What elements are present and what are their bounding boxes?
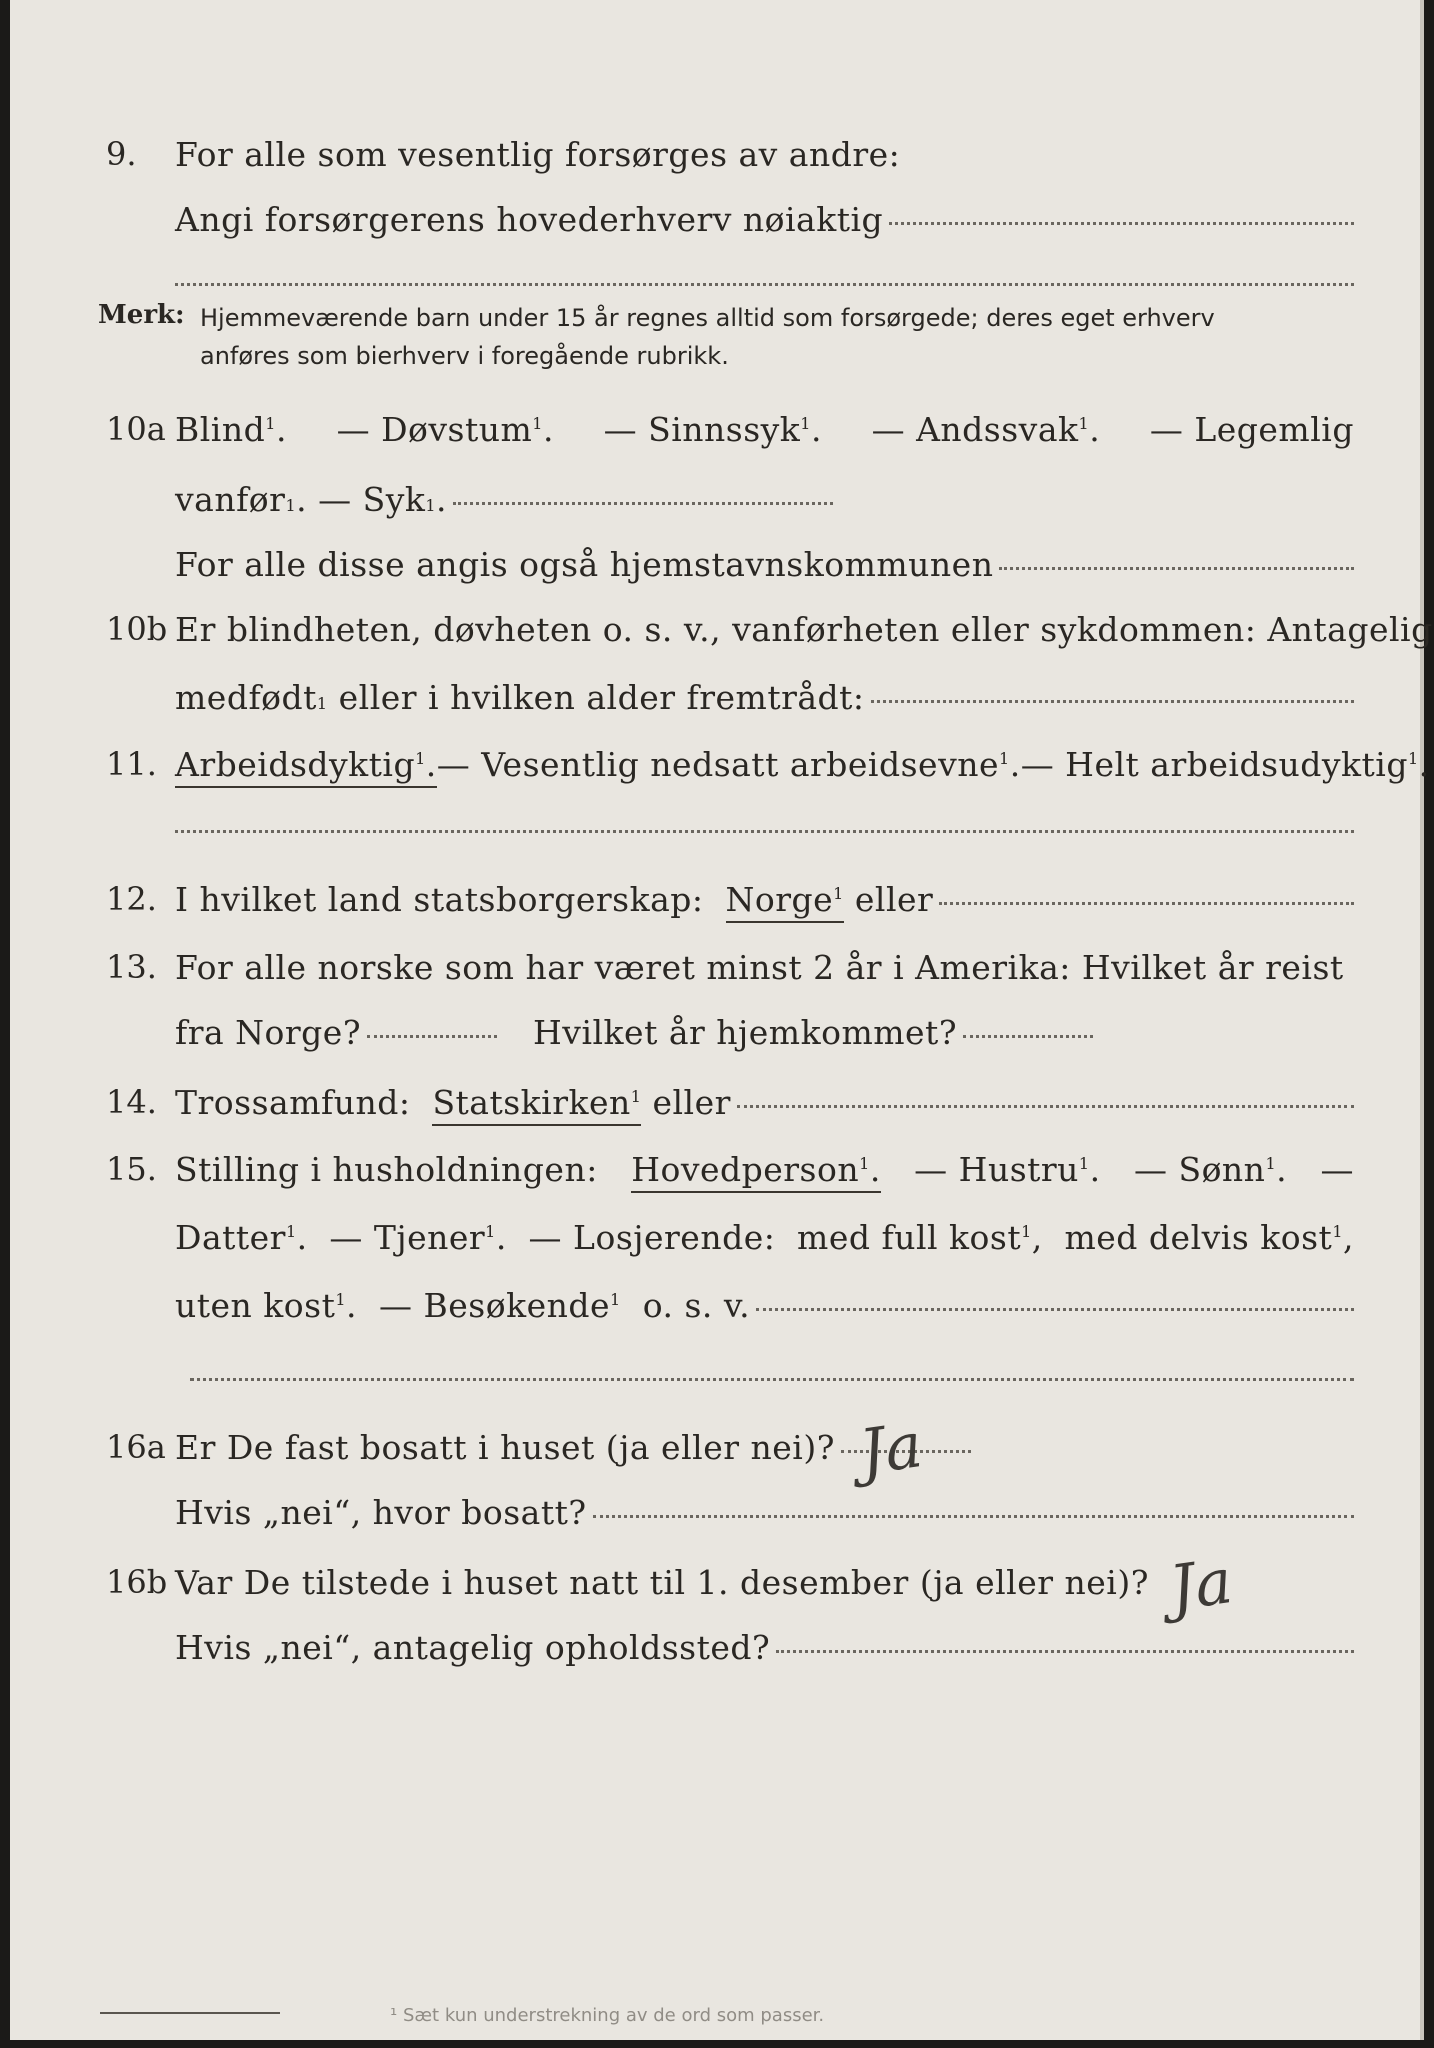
option[interactable]: — Sønn$^1$. [1133,1150,1288,1189]
question-16b: 16b Var De tilstede i huset natt til 1. desember (ja eller nei)? [106,1563,1149,1602]
option[interactable]: — Vesentlig nedsatt arbeidsevne$^1$. [436,745,1021,784]
option[interactable]: — Tjener$^1$. [329,1218,507,1257]
question-number: 13. [106,948,157,986]
question-text: For alle som vesentlig forsørges av andre: [175,135,901,174]
option[interactable]: med delvis kost$^1$, [1064,1218,1354,1257]
question-13: 13. For alle norske som har været minst 2 år i Amerika: Hvilket år reist [106,948,1344,987]
option[interactable]: — Helt arbeidsudyktig$^1$. [1020,745,1430,784]
question-15: 15. Stilling i husholdningen: Hovedperson$^1$. — Hustru$^1$. — Sønn$^1$. — [10,1140,1420,1200]
option[interactable]: — Hustru$^1$. [914,1150,1101,1189]
handwritten-answer: Ja [855,1408,927,1489]
question-number: 14. [106,1083,157,1121]
answer-field[interactable] [367,1034,497,1038]
answer-field[interactable] [175,830,1354,833]
selected-option[interactable]: Statskirken$^1$ [432,1083,641,1126]
question-14: 14. Trossamfund: Statskirken$^1$ eller [10,1073,1420,1133]
option[interactable]: med full kost$^1$, [797,1218,1043,1257]
note-text: anføres som bierhverv i foregående rubrikk. [200,342,729,370]
answer-field[interactable] [999,566,1354,570]
selected-option[interactable]: Arbeidsdyktig$^1$. [175,745,437,788]
answer-field[interactable] [175,283,1354,286]
note-text: Hjemmeværende barn under 15 år regnes alltid som forsørgede; deres eget erhverv [200,304,1215,332]
answer-field[interactable] [776,1649,1354,1653]
question-number: 11. [106,745,157,783]
note-label: Merk: [98,300,185,330]
question-10a: 10a Blind$^1$. — Døvstum$^1$. — Sinnssyk$^1$. — Andssvak$^1$. — Legemlig [106,410,1354,449]
question-10b: 10b Er blindheten, døvheten o. s. v., vanførheten eller sykdommen: Antagelig [106,610,1433,649]
option[interactable]: uten kost$^1$. [175,1286,358,1325]
answer-field[interactable] [593,1514,1354,1518]
answer-field[interactable] [737,1104,1354,1108]
footnote-text: ¹ Sæt kun understrekning av de ord som passer. [390,2005,825,2026]
question-number: 10b [106,610,168,648]
census-form-page: 9. For alle som vesentlig forsørges av andre: Angi forsørgerens hovederhverv nøiaktig Merk: Hjemmeværende barn under 15 år regnes alltid som forsørgede; deres eget erhverv anføres som bierhverv i foregående rubrikk. 10a Blind$^1$. — Døvstum$^1$. — Sinnssyk$^1$. — Andssvak$^1$. — Legemlig vanfør 1 . — Syk 1 . For alle disse angis også hjemstavnskommunen 10b Er blindheten, døvheten o. s. v., vanførheten eller sykdommen: Antagelig medfødt 1 eller i hvilken alder fremtrådt: 11. Arbeidsdyktig$^1$. — Vesentlig nedsatt arbeidsevne$^1$. — Helt arbeidsudyktig$^1$. 12. I hvilket land statsborgerskap: Norge$^1$ eller 13. For alle norske som har været minst 2 år i Amerika: Hvilket år reist fra Norge? Hvilket år hjemkommet? 14. Trossamfund: Statskirken$^1$ eller 15. Stilling i husholdningen: Hovedperson$^1$. — Hustru$^1$. — Sønn$^1$. — Datter$^1$. — Tjener$^1$. — Losjerende: med full kost$^1$, med delvis kost$^1$, uten kost$^1$. — Besøkende$^1$ o. s. v. 16a Er De fast bosatt i huset (ja eller nei)? Ja Hvis „nei“, hvor bosatt? 16b Var De tilstede i huset natt til 1. desember (ja eller nei)? Ja Hvis „nei“, antagelig opholdssted? ¹ Sæt kun understrekning av de ord som passer. [10,0,1424,2040]
question-number: 10a [106,410,166,448]
answer-field[interactable] [756,1307,1354,1311]
question-number: 16a [106,1428,166,1466]
answer-field[interactable] [939,901,1354,905]
handwritten-answer: Ja [1165,1544,1237,1625]
question-number: 12. [106,880,157,918]
answer-field[interactable] [871,699,1354,703]
question-11 [10,735,1430,795]
selected-option[interactable]: Hovedperson$^1$. [631,1150,881,1193]
question-12: 12. I hvilket land statsborgerskap: Norge$^1$ eller [10,870,1420,930]
option[interactable]: — Besøkende$^1$ [379,1286,621,1325]
question-number: 15. [106,1150,157,1188]
answer-field[interactable] [963,1034,1093,1038]
question-text: Angi forsørgerens hovederhverv nøiaktig [175,200,884,239]
question-number: 9. [106,135,137,173]
question-9 [10,125,1420,185]
question-16a: 16a Er De fast bosatt i huset (ja eller nei)? [10,1418,1420,1478]
question-number: 16b [106,1563,168,1601]
answer-field[interactable] [190,1378,1354,1381]
selected-option[interactable]: Norge$^1$ [726,880,844,923]
answer-field[interactable] [453,501,833,505]
answer-field[interactable] [889,221,1354,225]
footnote-divider [100,2012,280,2014]
option[interactable]: Datter$^1$. [175,1218,308,1257]
